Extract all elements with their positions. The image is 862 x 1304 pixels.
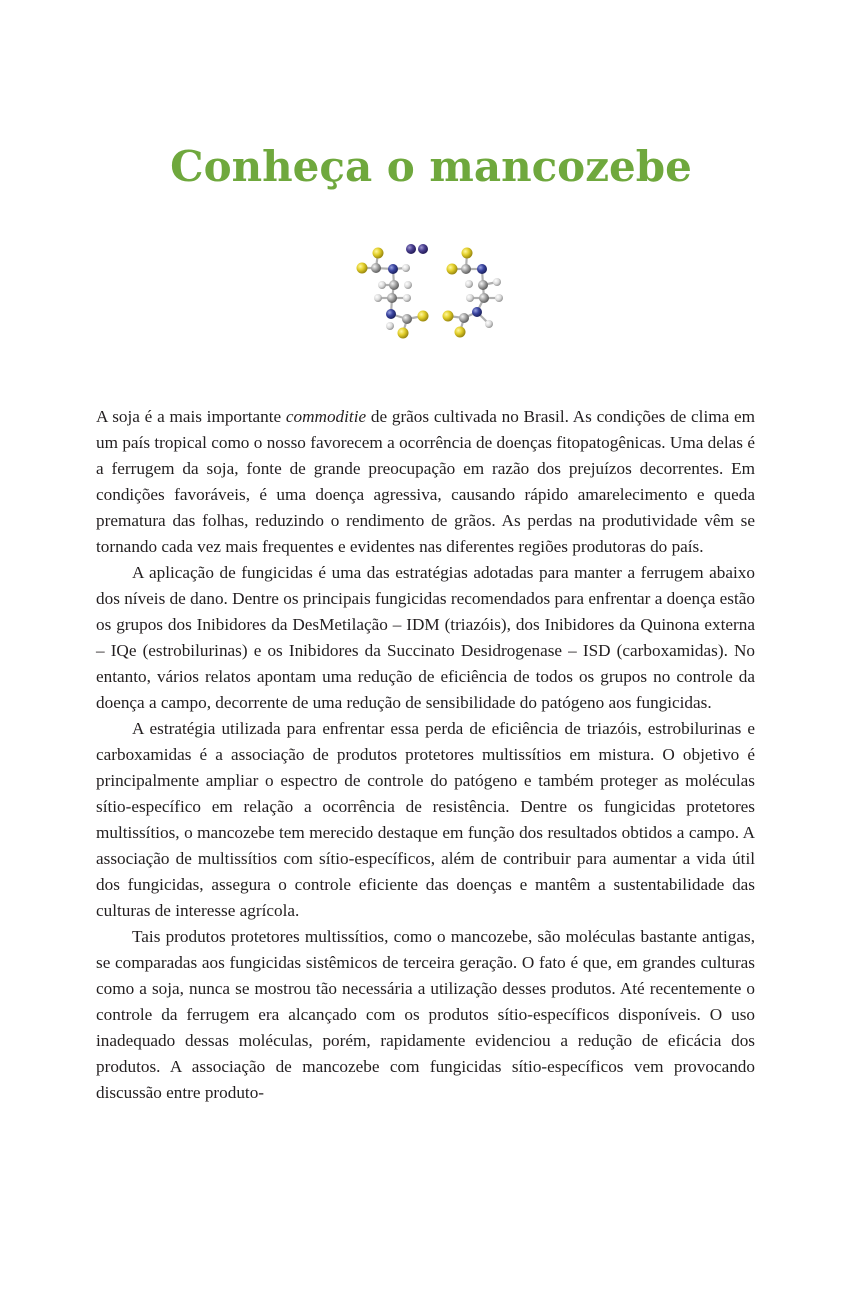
body-text: [96, 404, 755, 1106]
paragraph-2: A aplicação de fungicidas é uma das estratégias adotadas para manter a ferrugem abaixo dos níveis de dano. Dentre os principais fungicidas recomendados para enfrentar a doença estão os grupos dos Inibidores da DesMetilação – IDM (triazóis), dos Inibidores da Quinona externa – IQe (estrobilurinas) e os Inibidores da Succinato Desidrogenase – ISD (carboxamidas). No entanto, vários relatos apontam uma redução de eficiência de todos os grupos no controle da doença a campo, decorrente de uma redução de sensibilidade do patógeno aos fungicidas.: [96, 563, 755, 712]
mancozeb-molecule-icon: [350, 238, 510, 348]
paragraph-3: A estratégia utilizada para enfrentar essa perda de eficiência de triazóis, estrobilurinas e carboxamidas é a associação de produtos protetores multissítios em mistura. O objetivo é principalmente ampliar o espectro de controle do patógeno e também proteger as moléculas sítio-específico em relação a ocorrência de resistência. Dentre os fungicidas protetores multissítios, o mancozebe tem merecido destaque em função dos resultados obtidos a campo. A associação de multissítios com sítio-específicos, além de contribuir para aumentar a vida útil dos fungicidas, assegura o controle eficiente das doenças e mantêm a sustentabilidade das culturas de interesse agrícola.: [96, 719, 755, 920]
italic-term: commoditie: [285, 407, 367, 426]
paragraph-1: A soja é a mais importante commoditie de grãos cultivada no Brasil. As condições de clima em um país tropical como o nosso favorecem a ocorrência de doenças fitopatogênicas. Uma delas é a ferrugem da soja, fonte de grande preocupação em razão dos prejuízos decorrentes. Em condições favoráveis, é uma doença agressiva, causando rápido amarelecimento e queda prematura das folhas, reduzindo o rendimento de grãos. As perdas na produtividade vêm se tornando cada vez mais frequentes e evidentes nas diferentes regiões produtoras do país.: [96, 407, 755, 556]
page-title: Conheça o mancozebe: [170, 142, 692, 191]
paragraph-4: Tais produtos protetores multissítios, como o mancozebe, são moléculas bastante antigas, se comparadas aos fungicidas sistêmicos de terceira geração. O fato é que, em grandes culturas como a soja, nunca se mostrou tão necessária a utilização desses produtos. Até recentemente o controle da ferrugem era alcançado com os produtos sítio-específicos disponíveis. O uso inadequado dessas moléculas, porém, rapidamente evidenciou a redução de eficácia dos produtos. A associação de mancozebe com fungicidas sítio-específicos vem provocando discussão entre produto-: [96, 927, 755, 1102]
